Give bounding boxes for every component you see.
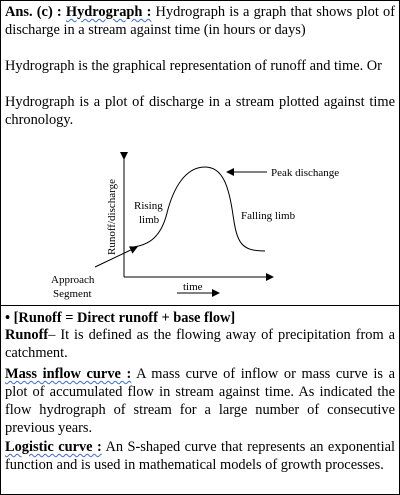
runoff-definition: Runoff– It is defined as the flowing away of precipitation from a catchment.	[5, 327, 395, 361]
approach-label-2: Segment	[53, 288, 92, 300]
hydrograph-term: Hydrograph :	[65, 4, 152, 20]
rising-limb-label-1: Rising	[134, 200, 163, 212]
x-axis-label: time	[183, 281, 203, 293]
hydrograph-definition-2: Hydrograph is the graphical representation of runoff and time. Or	[5, 58, 382, 74]
answer-label: Ans. (c) : Hydrograph :	[5, 4, 152, 20]
hydrograph-definition-3: Hydrograph is a plot of discharge in a stream plotted against time chronology.	[5, 94, 395, 128]
logistic-definition: Logistic curve : An S-shaped curve that represents an exponential function and is used in mathematical models of growth processes.	[5, 439, 395, 473]
logistic-term: Logistic curve :	[5, 439, 102, 455]
y-axis-label: Runoff/discharge	[106, 179, 118, 255]
falling-limb-label: Falling limb	[241, 210, 296, 222]
mass-inflow-term: Mass inflow curve :	[5, 366, 132, 382]
hydrograph-section	[1, 1, 399, 306]
peak-label: Peak dischange	[271, 167, 340, 179]
approach-label-1: Approach	[51, 274, 95, 286]
hydrograph-definition: Ans. (c) : Hydrograph : Hydrograph is a graph that shows plot of discharge in a stream against time (in hours or days)	[5, 4, 395, 38]
hydrograph-diagram	[1, 151, 399, 305]
runoff-term: Runoff	[5, 327, 49, 343]
mass-inflow-definition: Mass inflow curve : A mass curve of inflow or mass curve is a plot of accumulated flow in stream against time. As indicated the flow hydrograph of stream for a large number of consecutive previous years.	[5, 366, 395, 436]
runoff-formula: • [Runoff = Direct runoff + base flow]	[5, 310, 236, 326]
rising-limb-label-2: limb	[139, 214, 160, 226]
